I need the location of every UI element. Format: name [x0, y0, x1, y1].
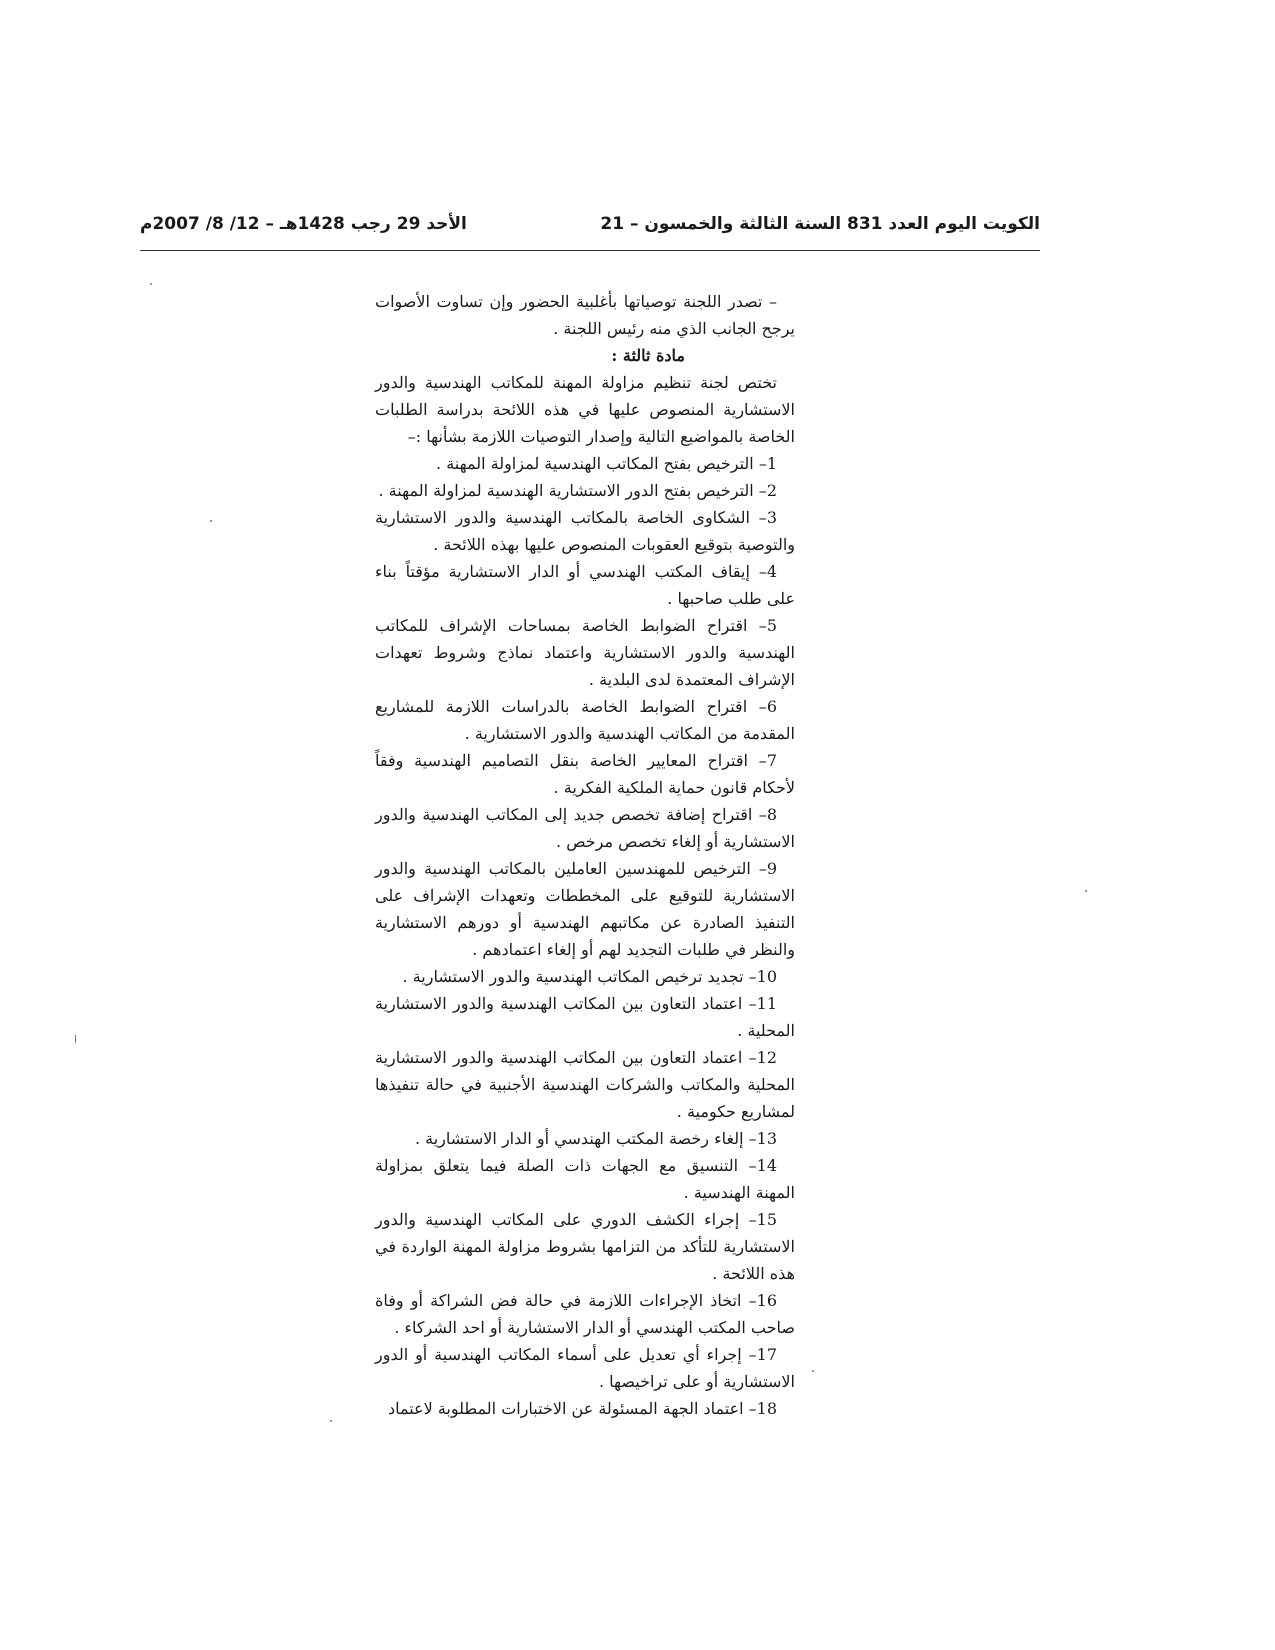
scan-speck: [812, 1370, 814, 1372]
list-item: 16– اتخاذ الإجراءات اللازمة في حالة فض الشراكة أو وفاة صاحب المكتب الهندسي أو الدار الاستشارية أو احد الشركاء .: [375, 1291, 795, 1337]
scan-speck: [1085, 890, 1087, 892]
list-item: 5– اقتراح الضوابط الخاصة بمساحات الإشراف للمكاتب الهندسية والدور الاستشارية واعتماد نماذج وشروط تعهدات الإشراف المعتمدة لدى البلدية .: [375, 616, 795, 689]
list-item: 7– اقتراح المعايير الخاصة بنقل التصاميم الهندسية وفقاً لأحكام قانون حماية الملكية الفكرية .: [375, 751, 795, 797]
gazette-title: الكويت اليوم العدد 831 السنة الثالثة والخمسون – 21: [600, 214, 1040, 234]
list-item: 18– اعتماد الجهة المسئولة عن الاختبارات المطلوبة لاعتماد: [387, 1399, 777, 1418]
article-heading: مادة ثالثة :: [611, 346, 685, 365]
opening-paragraph: – تصدر اللجنة توصياتها بأغلبية الحضور وإن تساوت الأصوات يرجح الجانب الذي منه رئيس اللجنة .: [375, 292, 795, 338]
scan-speck: [150, 283, 152, 285]
header-divider: [140, 250, 1040, 251]
page-header: [140, 214, 1040, 248]
scan-speck: [210, 520, 212, 522]
list-item: 9– الترخيص للمهندسين العاملين بالمكاتب الهندسية والدور الاستشارية للتوقيع على المخططات وتعهدات الإشراف على التنفيذ الصادرة عن مكاتبهم الهندسية أو دورهم الاستشارية والنظر في طلبات التجديد لهم أو إلغاء اعتمادهم .: [375, 859, 795, 959]
list-item: 14– التنسيق مع الجهات ذات الصلة فيما يتعلق بمزاولة المهنة الهندسية .: [375, 1156, 795, 1202]
list-item: 17– إجراء أي تعديل على أسماء المكاتب الهندسية أو الدور الاستشارية أو على تراخيصها .: [375, 1345, 795, 1391]
scan-speck: [75, 1035, 76, 1043]
article-intro: تختص لجنة تنظيم مزاولة المهنة للمكاتب الهندسية والدور الاستشارية المنصوص عليها في هذه اللائحة بدراسة الطلبات الخاصة بالمواضيع التالية وإصدار التوصيات اللازمة بشأنها :–: [375, 373, 795, 446]
list-item: 4– إيقاف المكتب الهندسي أو الدار الاستشارية مؤقتاً بناء على طلب صاحبها .: [375, 562, 795, 608]
list-item: 1– الترخيص بفتح المكاتب الهندسية لمزاولة المهنة .: [436, 454, 777, 473]
list-item: 15– إجراء الكشف الدوري على المكاتب الهندسية والدور الاستشارية للتأكد من التزامها بشروط مزاولة المهنة الواردة في هذه اللائحة .: [375, 1210, 795, 1283]
list-item: 3– الشكاوى الخاصة بالمكاتب الهندسية والدور الاستشارية والتوصية بتوقيع العقوبات المنصوص عليها بهذه اللائحة .: [375, 508, 795, 554]
issue-date: الأحد 29 رجب 1428هـ – 12/ 8/ 2007م: [140, 214, 467, 234]
list-item: 13– إلغاء رخصة المكتب الهندسي أو الدار الاستشارية .: [414, 1129, 777, 1148]
list-item: 8– اقتراح إضافة تخصص جديد إلى المكاتب الهندسية والدور الاستشارية أو إلغاء تخصص مرخص .: [375, 805, 795, 851]
list-item: 12– اعتماد التعاون بين المكاتب الهندسية والدور الاستشارية المحلية والمكاتب والشركات الهندسية الأجنبية في حالة تنفيذها لمشاريع حكومية .: [375, 1048, 796, 1121]
article-column: [375, 288, 795, 1422]
list-item: 6– اقتراح الضوابط الخاصة بالدراسات اللازمة للمشاريع المقدمة من المكاتب الهندسية والدور الاستشارية .: [375, 697, 795, 743]
scan-speck: [330, 1420, 332, 1422]
list-item: 11– اعتماد التعاون بين المكاتب الهندسية والدور الاستشارية المحلية .: [375, 994, 795, 1040]
list-item: 10– تجديد ترخيص المكاتب الهندسية والدور الاستشارية .: [402, 967, 777, 986]
list-item: 2– الترخيص بفتح الدور الاستشارية الهندسية لمزاولة المهنة .: [378, 481, 777, 500]
